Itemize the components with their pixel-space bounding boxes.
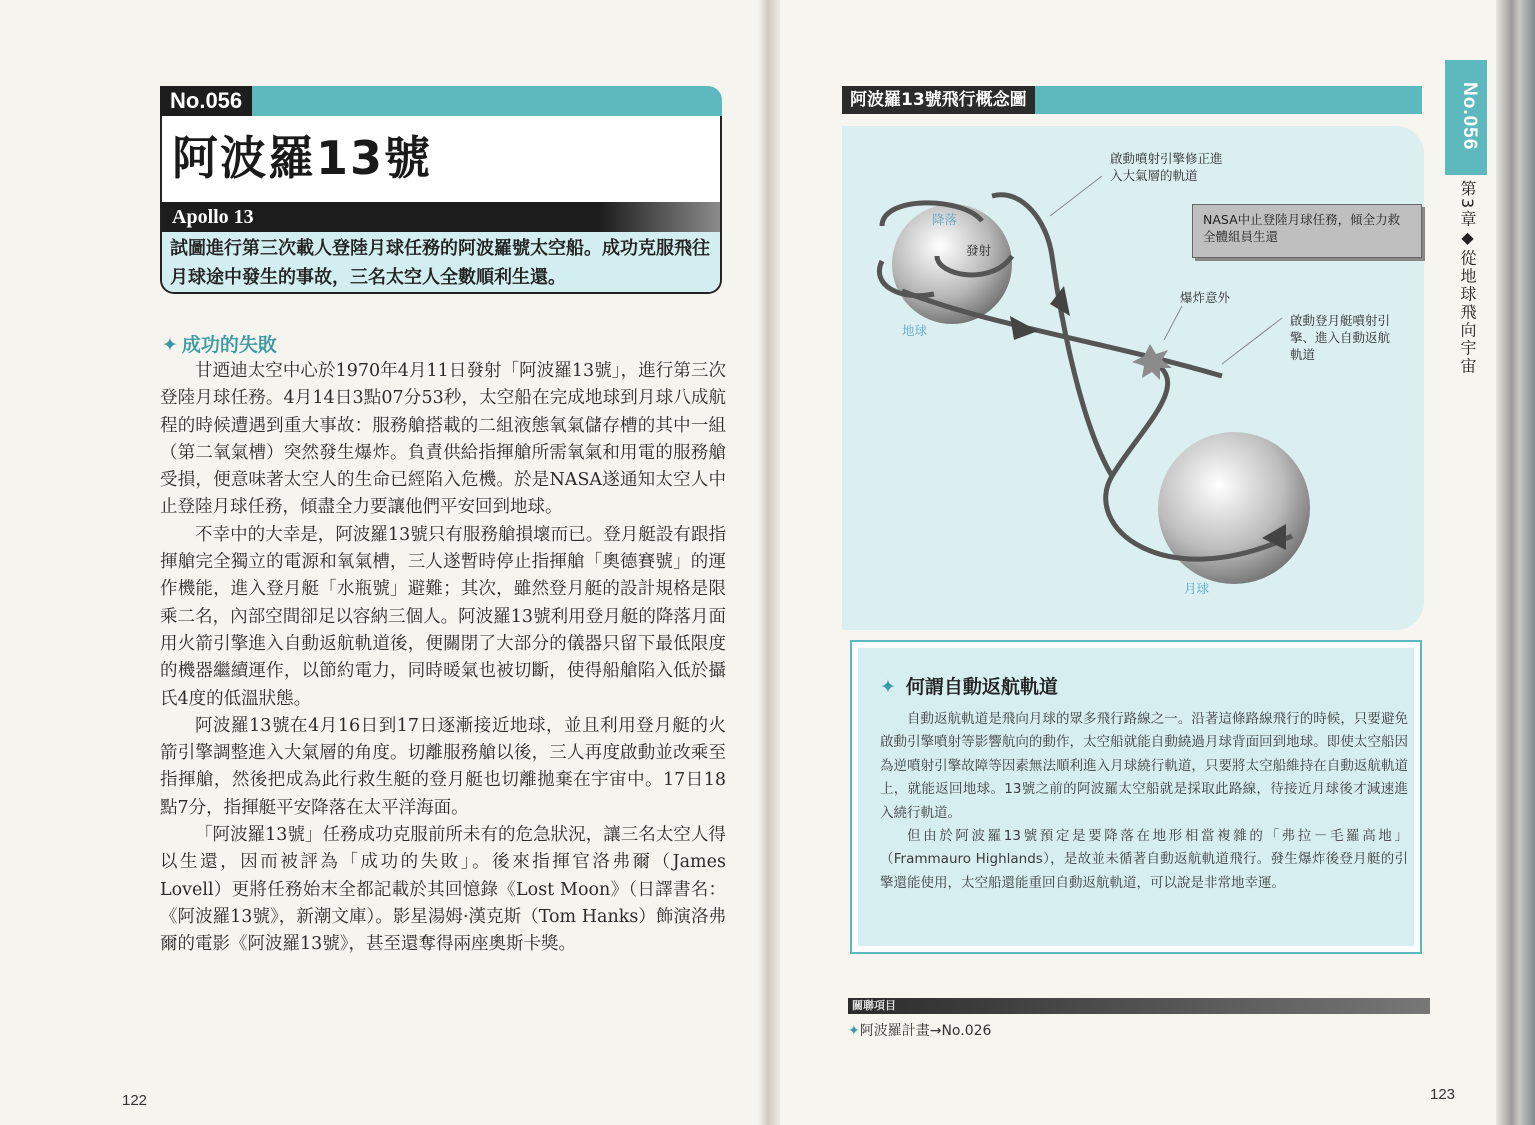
related-label: 關聯項目 xyxy=(852,999,896,1012)
side-chapter: 第3章◆從地球飛向宇宙 xyxy=(1458,180,1477,376)
page-edge xyxy=(1496,0,1535,1125)
figure-title-bar xyxy=(842,86,1422,114)
english-title: Apollo 13 xyxy=(162,202,720,232)
paragraph: 「阿波羅13號」任務成功克服前所未有的危急狀況，讓三名太空人得以生還，因而被評為「成功的失敗」。後來指揮官洛弗爾（James Lovell）更將任務始末全都記載於其回憶錄《Lost Moon》（日譯書名：《阿波羅13號》，新潮文庫）。影星湯姆·漢克斯（Tom Hanks）飾演洛弗爾的電影《阿波羅13號》，甚至還奪得兩座奧斯卡獎。 xyxy=(160,825,726,955)
paragraph: 自動返航軌道是飛向月球的眾多飛行路線之一。沿著這條路線飛行的時候，只要避免啟動引擎噴射等影響航向的動作，太空船就能自動繞過月球背面回到地球。即使太空船因為逆噴射引擎故障等因素無法順利進入月球繞行軌道，只要將太空船維持在自動返航軌道上，就能返回地球。13號之前的阿波羅太空船就是採取此路線，待接近月球後才減速進入繞行軌道。 xyxy=(880,711,1408,821)
label-landing: 降落 xyxy=(932,212,958,227)
section-heading-text: 成功的失敗 xyxy=(181,334,277,356)
related-link[interactable] xyxy=(848,1020,991,1040)
trajectory-svg xyxy=(842,126,1424,630)
side-number: No.056 xyxy=(1459,82,1480,151)
page-number-left: 122 xyxy=(122,1092,148,1109)
article-body xyxy=(160,358,726,959)
entry-summary: 試圖進行第三次載人登陸月球任務的阿波羅號太空船。成功克服飛往月球途中發生的事故，三名太空人全數順利生還。 xyxy=(162,232,720,292)
paragraph: 阿波羅13號在4月16日到17日逐漸接近地球，並且利用登月艇的火箭引擎調整進入大氣層的角度。切離服務艙以後，三人再度啟動並改乘至指揮艙，然後把成為此行救生艇的登月艇也切離拋棄在宇宙中。17日18點7分，指揮艇平安降落在太平洋海面。 xyxy=(160,715,726,818)
flight-diagram xyxy=(842,126,1424,630)
diamond-icon: ✦ xyxy=(848,1023,860,1039)
related-bar xyxy=(848,998,1430,1014)
label-reentry: 啟動噴射引擎修正進入大氣層的軌道 xyxy=(1110,151,1223,183)
paragraph: 甘迺迪太空中心於1970年4月11日發射「阿波羅13號」，進行第三次登陸月球任務。4月14日3點07分53秒，太空船在完成地球到月球八成航程的時候遭遇到重大事故：服務艙搭載的二組液態氧氣儲存槽的其中一組（第二氧氣槽）突然發生爆炸。負責供給指揮艙所需氧氣和用電的服務艙受損，便意味著太空人的生命已經陷入危機。於是NASA遂通知太空人中止登陸月球任務，傾盡全力要讓他們平安回到地球。 xyxy=(160,361,726,518)
paragraph: 但由於阿波羅13號預定是要降落在地形相當複雜的「弗拉－毛羅高地」（Frammauro Highlands），是故並未循著自動返航軌道飛行。發生爆炸後登月艇的引擎還能使用，太空船還能重回自動返航軌道，可以說是非常地幸運。 xyxy=(880,828,1408,891)
diamond-icon: ✦ xyxy=(880,676,896,698)
leader-line xyxy=(1222,318,1282,364)
figure-title: 阿波羅13號飛行概念圖 xyxy=(842,86,1035,114)
leader-line xyxy=(1164,306,1182,340)
diamond-icon: ✦ xyxy=(162,334,178,356)
label-explosion: 爆炸意外 xyxy=(1180,290,1231,305)
section-heading xyxy=(162,330,277,357)
moon-globe xyxy=(1158,432,1310,584)
page-number-right: 123 xyxy=(1430,1086,1456,1103)
callout-text: NASA中止登陸月球任務，傾全力救全體組員生還 xyxy=(1203,212,1401,244)
explainer-box xyxy=(850,640,1422,954)
title-box xyxy=(160,116,722,294)
label-free-return: 啟動登月艇噴射引擎、進入自動返航軌道 xyxy=(1290,313,1391,362)
paragraph: 不幸中的大幸是，阿波羅13號只有服務艙損壞而已。登月艇設有跟指揮艙完全獨立的電源和氧氣槽，三人遂暫時停止指揮艙「奧德賽號」的運作機能，進入登月艇「水瓶號」避難；其次，雖然登月艇的設計規格是限乘二名，內部空間卻足以容納三個人。阿波羅13號利用登月艇的降落月面用火箭引擎進入自動返航軌道後，便關閉了大部分的儀器只留下最低限度的機器繼續運作，以節約電力，同時暖氣也被切斷，使得船艙陷入低於攝氏4度的低溫狀態。 xyxy=(160,524,726,709)
label-launch: 發射 xyxy=(966,243,992,258)
leader-line xyxy=(1050,176,1102,216)
label-earth: 地球 xyxy=(902,323,928,338)
entry-title: 阿波羅13號 xyxy=(172,131,433,185)
related-link-text: 阿波羅計畫→No.026 xyxy=(859,1023,992,1039)
explainer-heading xyxy=(880,672,1058,699)
entry-number: No.056 xyxy=(160,86,252,116)
nasa-callout xyxy=(1192,204,1422,258)
explainer-heading-text: 何謂自動返航軌道 xyxy=(905,676,1058,698)
explainer-inner xyxy=(858,648,1414,946)
explainer-text xyxy=(880,708,1408,895)
entry-header xyxy=(160,86,722,298)
label-moon: 月球 xyxy=(1184,581,1210,596)
